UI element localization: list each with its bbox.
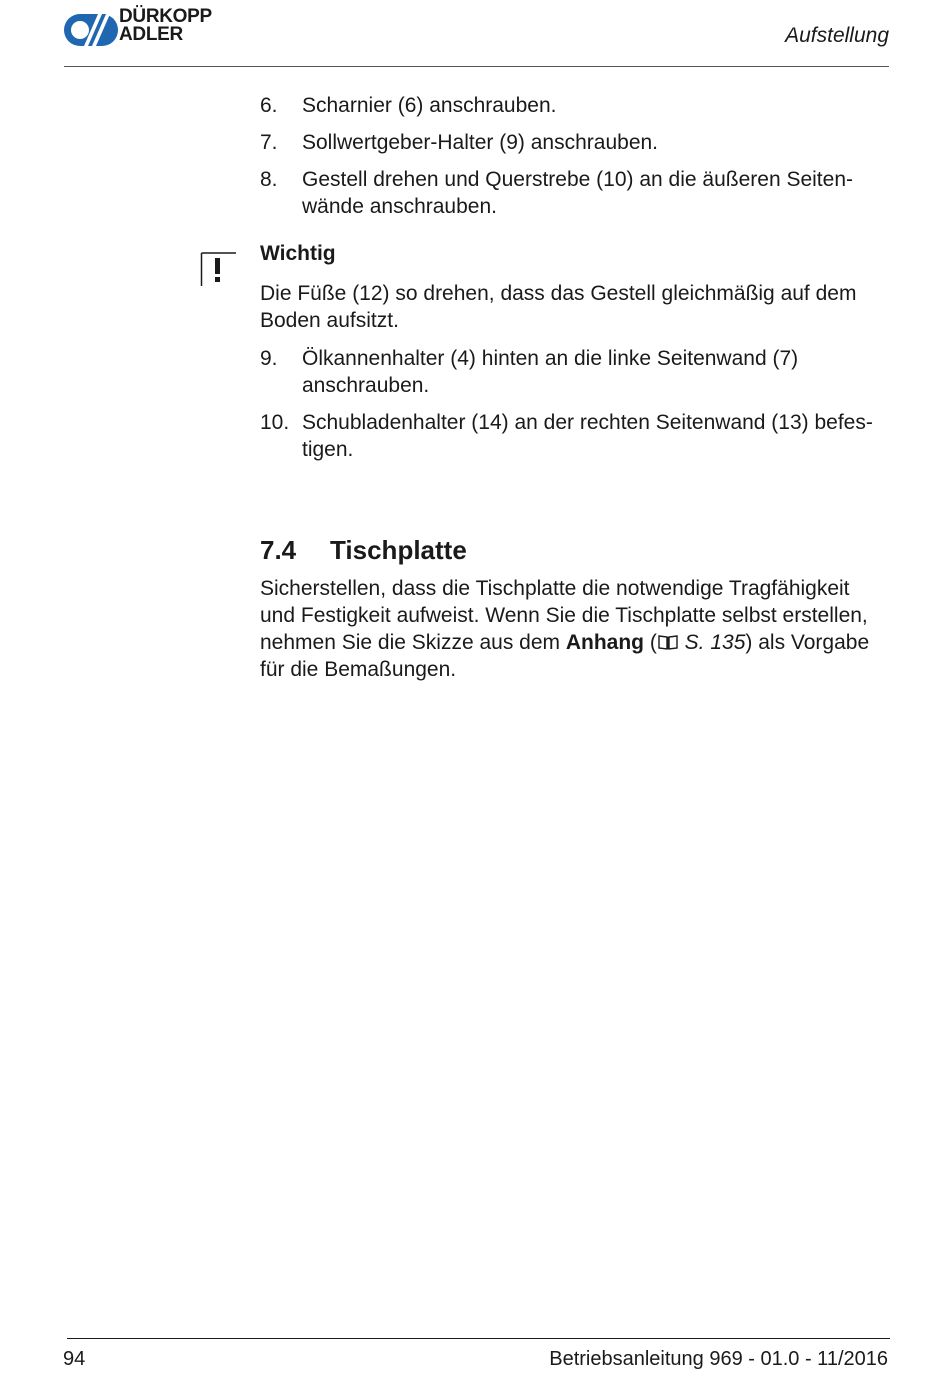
page-reference-link[interactable]: S. 135 [684,631,746,654]
step-number: 10. [260,411,290,434]
logo-line-1: DÜRKOPP [119,6,212,27]
step-text: Scharnier (6) anschrauben. [302,94,557,117]
list-item [260,92,890,119]
note-text: Die Füße (12) so drehen, dass das Gestell gleichmäßig auf dem Boden aufsitzt. [260,282,857,332]
header-rule [64,66,889,67]
note-title: Wichtig [260,242,336,265]
step-text: Schubladenhalter (14) an der rechten Seitenwand (13) befes-tigen. [302,411,873,461]
page-number: 94 [63,1348,86,1370]
section-heading [260,535,467,566]
logo-line-2: ADLER [119,24,183,45]
book-reference-icon [657,633,679,651]
warning-exclamation-icon [200,251,236,287]
list-item [260,166,890,220]
paragraph-text: Sicherstellen, dass die Tischplatte die notwendige Tragfähigkeit und Festigkeit aufweist. Wenn Sie die Tischplatte selbst erstellen, nehmen Sie die Skizze aus dem [260,577,868,654]
section-title: Tischplatte [330,535,467,565]
note-body [260,280,890,334]
list-item [260,409,890,463]
logo-wordmark [119,8,212,44]
running-header: Aufstellung [785,24,889,47]
appendix-link[interactable]: Anhang [565,631,644,654]
section-number: 7.4 [260,535,297,565]
step-text: Gestell drehen und Querstrebe (10) an die äußeren Seiten-wände anschrauben. [302,168,853,218]
step-number: 8. [260,168,278,191]
logo-mark [64,10,118,48]
section-paragraph [260,575,890,683]
list-item [260,129,890,156]
step-text: Sollwertgeber-Halter (9) anschrauben. [302,131,659,154]
step-number: 7. [260,131,278,154]
paren-open: ( [644,631,657,654]
document-id: Betriebsanleitung 969 - 01.0 - 11/2016 [549,1348,888,1370]
step-text: Ölkannenhalter (4) hinten an die linke Seitenwand (7) anschrauben. [302,347,799,397]
step-number: 6. [260,94,278,117]
steps-list-a [260,92,890,230]
step-number: 9. [260,347,278,370]
steps-list-b [260,345,890,473]
footer-rule [67,1338,890,1339]
list-item [260,345,890,399]
paragraph-text-end: ) als Vorgabe für die Bemaßungen. [260,631,870,681]
